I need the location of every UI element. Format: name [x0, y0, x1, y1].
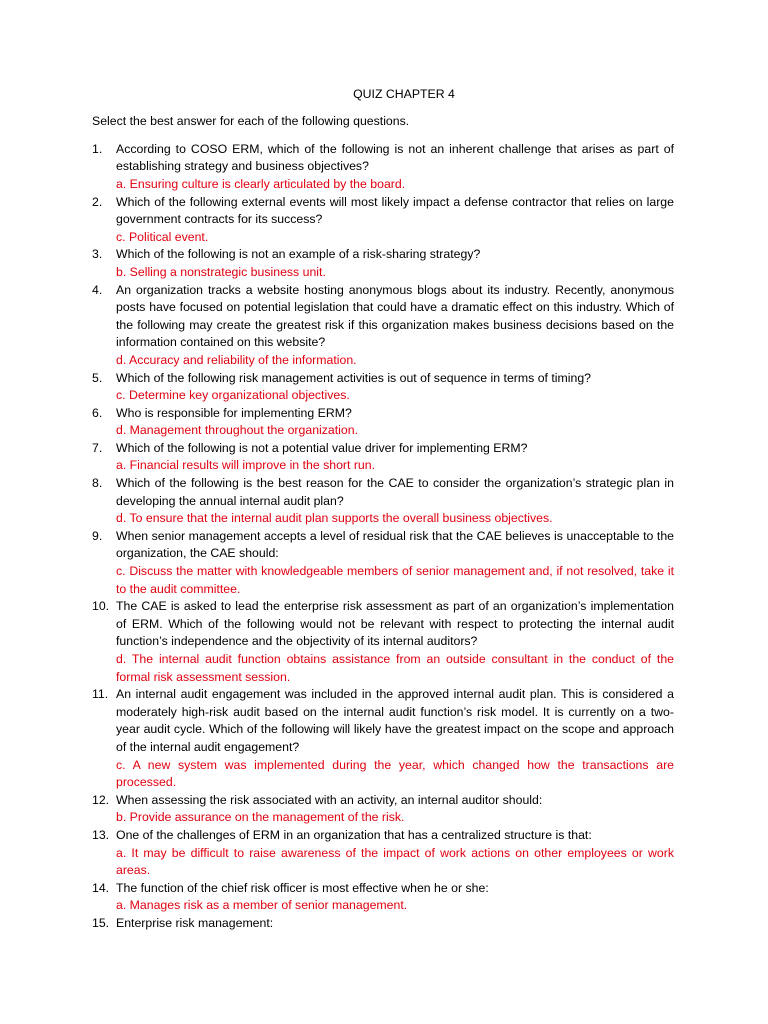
- question-item: [92, 792, 674, 827]
- question-number: 6.: [92, 405, 103, 420]
- answer-text: d. Management throughout the organization.: [116, 423, 359, 438]
- question-number: 11.: [92, 687, 109, 702]
- question-text: Which of the following is not a potential value driver for implementing ERM?: [116, 440, 528, 455]
- question-number: 8.: [92, 476, 103, 491]
- question-item: [92, 528, 674, 598]
- answer-text: b. Provide assurance on the management of the risk.: [116, 810, 405, 825]
- question-number: 9.: [92, 528, 103, 543]
- answer-text: b. Selling a nonstrategic business unit.: [116, 264, 326, 279]
- question-item: [92, 915, 674, 933]
- question-item: [92, 405, 674, 440]
- question-text: Which of the following risk management activities is out of sequence in terms of timing?: [116, 370, 592, 385]
- answer-text: a. Financial results will improve in the short run.: [116, 458, 376, 473]
- question-text: The function of the chief risk officer is most effective when he or she:: [116, 880, 489, 895]
- question-text: An organization tracks a website hosting anonymous blogs about its industry. Recently, anonymous posts have focused on potential legislation that could have a dramatic effect on this industry. Which of the following may create the greatest risk if this organization makes business decisions based on the information contained on this website?: [116, 282, 674, 350]
- answer-text: a. It may be difficult to raise awareness of the impact of work actions on other employees or work areas.: [116, 845, 674, 878]
- question-number: 10.: [92, 599, 110, 614]
- answer-text: a. Ensuring culture is clearly articulated by the board.: [116, 176, 406, 191]
- question-text: Who is responsible for implementing ERM?: [116, 405, 352, 420]
- question-item: [92, 194, 674, 247]
- question-text: Which of the following is the best reason for the CAE to consider the organization’s strategic plan in developing the annual internal audit plan?: [116, 476, 674, 508]
- question-number: 4.: [92, 282, 103, 297]
- question-item: [92, 370, 674, 405]
- question-item: [92, 282, 674, 370]
- question-text: When senior management accepts a level of residual risk that the CAE believes is unacceptable to the organization, the CAE should:: [116, 528, 674, 561]
- question-list: [92, 141, 674, 933]
- question-text: An internal audit engagement was included in the approved internal audit plan. This is considered a moderately high-risk audit based on the internal audit function’s risk model. It is currently on a two-year audit cycle. Which of the following will likely have the greatest impact on the scope and approach of the internal audit engagement?: [116, 687, 674, 754]
- question-item: [92, 246, 674, 281]
- answer-text: a. Manages risk as a member of senior management.: [116, 898, 408, 913]
- answer-text: c. Determine key organizational objectives.: [116, 388, 350, 403]
- question-number: 13.: [92, 827, 110, 842]
- question-item: [92, 440, 674, 475]
- quiz-page: [92, 86, 674, 933]
- question-number: 3.: [92, 247, 103, 262]
- question-number: 1.: [92, 141, 103, 156]
- question-item: [92, 141, 674, 194]
- question-text: One of the challenges of ERM in an organization that has a centralized structure is that:: [116, 827, 592, 842]
- question-text: Which of the following is not an example of a risk-sharing strategy?: [116, 247, 481, 262]
- answer-text: c. Political event.: [116, 229, 209, 244]
- instructions: Select the best answer for each of the following questions.: [92, 114, 410, 129]
- answer-text: d. The internal audit function obtains assistance from an outside consultant in the conduct of the formal risk assessment session.: [116, 652, 674, 684]
- question-item: [92, 686, 674, 792]
- question-item: [92, 880, 674, 915]
- question-item: [92, 827, 674, 880]
- question-number: 15.: [92, 915, 110, 930]
- question-text: The CAE is asked to lead the enterprise risk assessment as part of an organization’s implementation of ERM. Which of the following would not be relevant with respect to protecting the internal audit function’s independence and the objectivity of its internal auditors?: [116, 599, 674, 649]
- question-text: When assessing the risk associated with an activity, an internal auditor should:: [116, 792, 543, 807]
- question-number: 2.: [92, 194, 103, 209]
- question-number: 5.: [92, 370, 103, 385]
- question-number: 14.: [92, 880, 110, 895]
- question-text: According to COSO ERM, which of the following is not an inherent challenge that arises as part of establishing strategy and business objectives?: [116, 141, 674, 174]
- answer-text: d. Accuracy and reliability of the information.: [116, 352, 357, 367]
- question-number: 12.: [92, 792, 110, 807]
- answer-text: d. To ensure that the internal audit plan supports the overall business objectives.: [116, 511, 553, 526]
- page-title: QUIZ CHAPTER 4: [353, 87, 455, 101]
- question-item: [92, 598, 674, 686]
- question-text: Which of the following external events will most likely impact a defense contractor that relies on large government contracts for its success?: [116, 194, 674, 227]
- answer-text: c. A new system was implemented during the year, which changed how the transactions are processed.: [116, 757, 674, 790]
- question-item: [92, 475, 674, 528]
- question-text: Enterprise risk management:: [116, 915, 274, 930]
- question-number: 7.: [92, 440, 103, 455]
- answer-text: c. Discuss the matter with knowledgeable members of senior management and, if not resolved, take it to the audit committee.: [116, 564, 674, 596]
